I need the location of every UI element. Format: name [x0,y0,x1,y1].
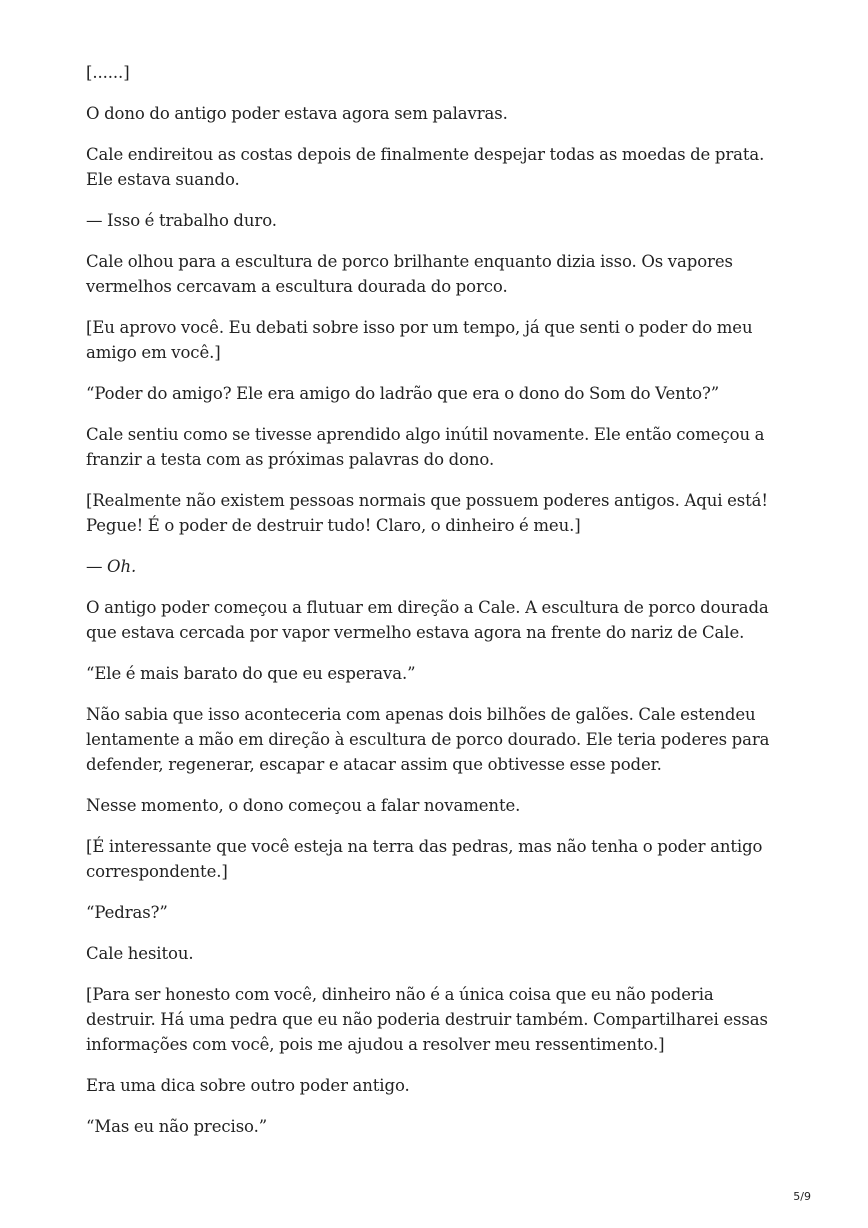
paragraph: [Para ser honesto com você, dinheiro não é a única coisa que eu não poderia destruir. Há uma pedra que eu não poderia destruir também. Compartilharei essas informações com você, pois me ajudou a resolver meu ressentimento.] [86,985,768,1054]
paragraph: [......] [86,63,130,82]
paragraph: Cale sentiu como se tivesse aprendido algo inútil novamente. Ele então começou a franzir a testa com as próximas palavras do dono. [86,425,765,469]
paragraph: Nesse momento, o dono começou a falar novamente. [86,796,521,815]
paragraph: O dono do antigo poder estava agora sem palavras. [86,104,508,123]
paragraph: Cale endireitou as costas depois de finalmente despejar todas as moedas de prata. Ele estava suando. [86,145,765,189]
paragraph: Cale hesitou. [86,944,194,963]
paragraph: O antigo poder começou a flutuar em direção a Cale. A escultura de porco dourada que estava cercada por vapor vermelho estava agora na frente do nariz de Cale. [86,598,769,642]
paragraph: [Realmente não existem pessoas normais que possuem poderes antigos. Aqui está! Pegue! É o poder de destruir tudo! Claro, o dinheiro é meu.] [86,491,768,535]
paragraph: Cale olhou para a escultura de porco brilhante enquanto dizia isso. Os vapores vermelhos cercavam a escultura dourada do porco. [86,252,733,296]
paragraph: “Mas eu não preciso.” [86,1117,268,1136]
document-body [86,60,786,1155]
paragraph: [Eu aprovo você. Eu debati sobre isso por um tempo, já que senti o poder do meu amigo em você.] [86,318,753,362]
oh-paragraph [86,554,786,579]
oh-word: Oh. [107,557,137,576]
paragraph: [É interessante que você esteja na terra das pedras, mas não tenha o poder antigo correspondente.] [86,837,763,881]
page-number: 5/9 [793,1190,811,1203]
paragraph: “Pedras?” [86,903,168,922]
paragraph: “Poder do amigo? Ele era amigo do ladrão que era o dono do Som do Vento?” [86,384,720,403]
paragraph: — Isso é trabalho duro. [86,211,277,230]
paragraph: Era uma dica sobre outro poder antigo. [86,1076,410,1095]
paragraph: “Ele é mais barato do que eu esperava.” [86,664,416,683]
paragraph: Não sabia que isso aconteceria com apenas dois bilhões de galões. Cale estendeu lentamente a mão em direção à escultura de porco dourado. Ele teria poderes para defender, regenerar, escapar e atacar assim que obtivesse esse poder. [86,705,770,774]
oh-dash: — [86,557,108,576]
